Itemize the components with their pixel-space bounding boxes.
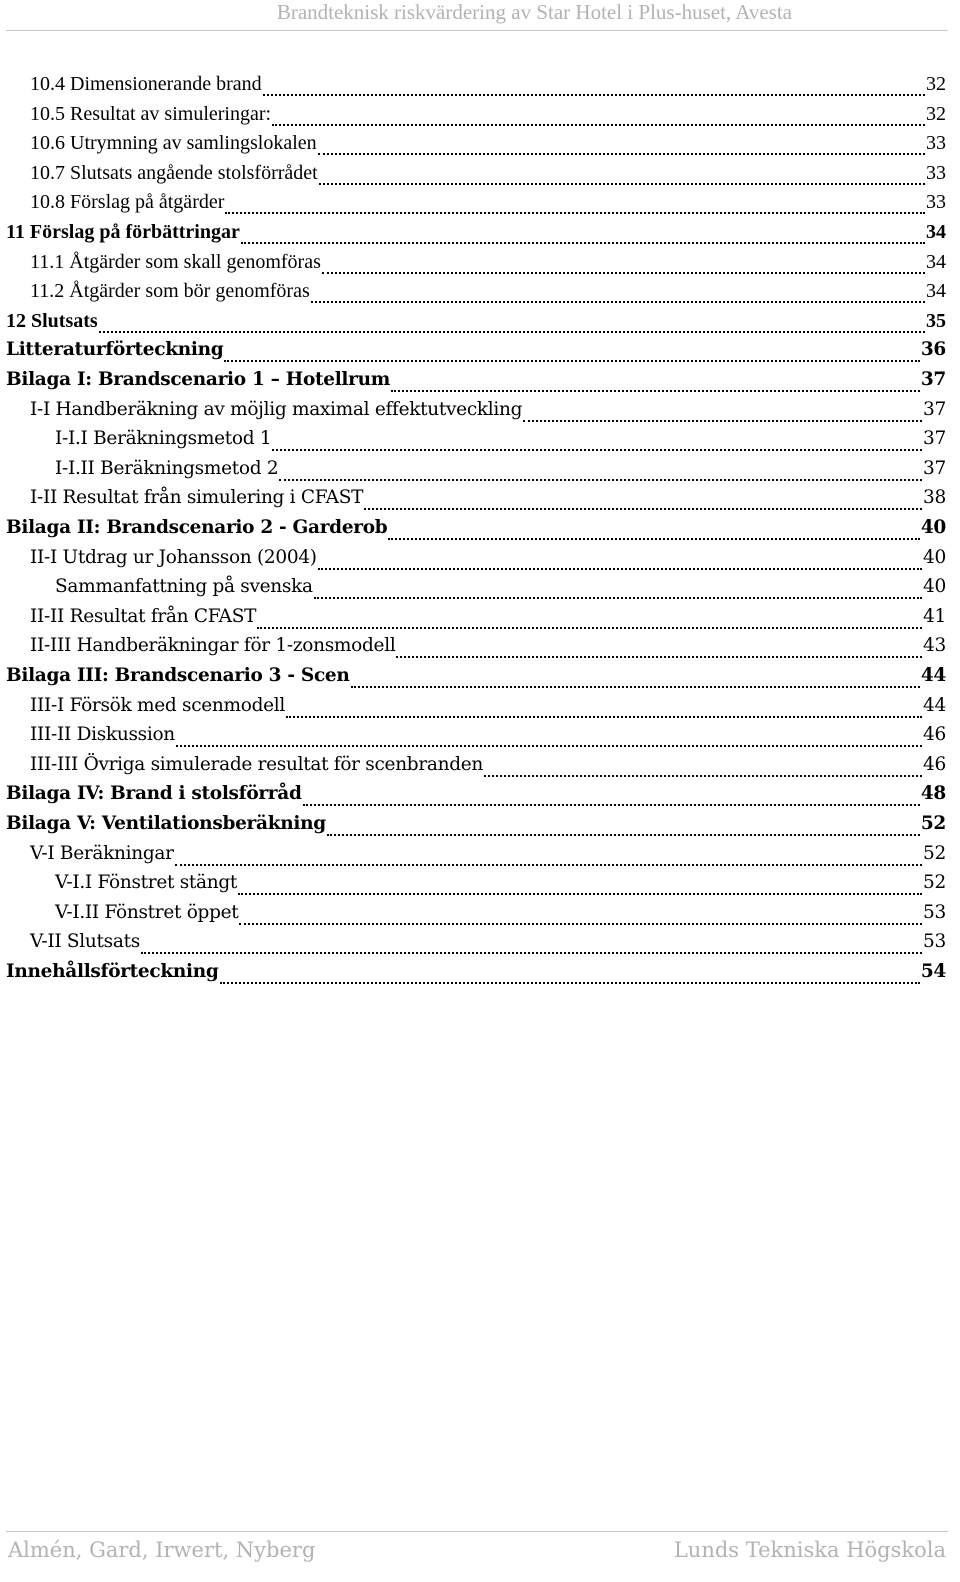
toc-entry[interactable]	[6, 369, 946, 399]
toc-entry-page: 52	[920, 813, 946, 834]
toc-entry-title: I-I Handberäkning av möjlig maximal effektutveckling	[30, 398, 523, 420]
toc-entry[interactable]	[55, 902, 946, 932]
toc-entry-title: III-III Övriga simulerade resultat för scenbranden	[30, 753, 484, 775]
toc-entry[interactable]	[30, 606, 946, 636]
toc-entry[interactable]	[30, 399, 946, 429]
toc-dot-leader	[314, 595, 922, 599]
toc-entry[interactable]	[55, 458, 946, 488]
toc-dot-leader	[318, 566, 922, 570]
footer-institution: Lunds Tekniska Högskola	[673, 1538, 946, 1562]
toc-dot-leader	[364, 506, 922, 510]
toc-dot-leader	[239, 921, 922, 925]
toc-dot-leader	[322, 270, 925, 274]
toc-entry-title: II-III Handberäkningar för 1-zonsmodell	[30, 635, 396, 657]
toc-entry-page: 53	[923, 931, 946, 953]
toc-entry[interactable]	[30, 487, 946, 517]
toc-entry[interactable]	[55, 872, 946, 902]
toc-entry[interactable]	[30, 132, 946, 162]
toc-dot-leader	[257, 625, 922, 629]
toc-entry-page: 53	[923, 901, 946, 923]
toc-entry-title: 10.5 Resultat av simuleringar:	[30, 102, 272, 125]
toc-dot-leader	[523, 418, 922, 422]
toc-entry-page: 34	[926, 250, 946, 273]
toc-entry[interactable]	[6, 339, 946, 369]
toc-entry[interactable]	[6, 517, 946, 547]
toc-dot-leader	[225, 210, 925, 214]
toc-dot-leader	[220, 980, 920, 984]
toc-entry-title: 10.4 Dimensionerande brand	[30, 73, 262, 95]
toc-dot-leader	[396, 654, 922, 658]
toc-dot-leader	[311, 299, 925, 303]
toc-entry-title: Bilaga II: Brandscenario 2 - Garderob	[6, 517, 388, 538]
toc-entry-page: 37	[923, 428, 946, 450]
toc-entry-page: 44	[920, 665, 946, 686]
toc-dot-leader	[99, 329, 925, 333]
toc-entry[interactable]	[30, 754, 946, 784]
toc-entry-page: 37	[923, 457, 946, 479]
toc-entry[interactable]	[30, 73, 946, 103]
toc-entry-page: 48	[920, 783, 946, 805]
toc-entry-page: 52	[923, 872, 946, 894]
toc-entry[interactable]	[55, 576, 946, 606]
toc-entry-title: Bilaga III: Brandscenario 3 - Scen	[6, 665, 350, 686]
toc-entry-title: 10.8 Förslag på åtgärder	[30, 191, 225, 214]
toc-entry-title: Bilaga I: Brandscenario 1 – Hotellrum	[6, 369, 391, 390]
toc-entry-title: I-I.I Beräkningsmetod 1	[55, 428, 272, 450]
toc-entry-title: 10.6 Utrymning av samlingslokalen	[30, 132, 317, 155]
running-footer	[0, 1538, 960, 1572]
toc-dot-leader	[327, 832, 920, 836]
toc-entry-title: III-I Försök med scenmodell	[30, 694, 286, 716]
toc-entry-title: V-II Slutsats	[30, 931, 140, 953]
toc-entry-page: 44	[923, 694, 946, 716]
header-divider	[6, 30, 948, 31]
toc-entry-page: 32	[926, 102, 946, 125]
toc-entry-page: 34	[926, 221, 946, 243]
toc-entry[interactable]	[30, 162, 946, 192]
toc-entry-page: 43	[923, 635, 946, 657]
toc-entry-page: 38	[923, 487, 946, 509]
toc-entry-title: Sammanfattning på svenska	[55, 576, 313, 598]
running-header	[0, 0, 960, 24]
footer-authors: Almén, Gard, Irwert, Nyberg	[8, 1538, 316, 1562]
toc-entry-title: V-I.II Fönstret öppet	[55, 901, 239, 923]
toc-dot-leader	[175, 862, 922, 866]
toc-dot-leader	[141, 950, 922, 954]
toc-entry-title: Bilaga IV: Brand i stolsförråd	[6, 783, 302, 805]
toc-entry[interactable]	[30, 191, 946, 221]
toc-dot-leader	[263, 92, 925, 96]
toc-entry-page: 41	[923, 605, 946, 627]
toc-entry-page: 46	[923, 724, 946, 746]
toc-entry-page: 33	[926, 161, 946, 184]
toc-entry[interactable]	[30, 724, 946, 754]
toc-entry[interactable]	[55, 428, 946, 458]
toc-entry-title: II-II Resultat från CFAST	[30, 605, 257, 627]
toc-entry-page: 37	[923, 398, 946, 420]
toc-dot-leader	[238, 891, 922, 895]
toc-entry-title: 11.1 Åtgärder som skall genomföras	[30, 250, 321, 273]
toc-entry[interactable]	[6, 310, 946, 340]
toc-entry-page: 34	[926, 280, 946, 303]
toc-entry-page: 33	[926, 191, 946, 214]
header-title: Brandteknisk riskvärdering av Star Hotel i Plus-huset, Avesta	[276, 0, 792, 24]
toc-entry[interactable]	[30, 251, 946, 281]
toc-entry[interactable]	[30, 547, 946, 577]
toc-entry-page: 40	[923, 546, 946, 568]
toc-entry-title: 12 Slutsats	[6, 309, 98, 332]
toc-entry[interactable]	[6, 813, 946, 843]
toc-entry-page: 40	[923, 576, 946, 598]
toc-dot-leader	[318, 151, 925, 155]
toc-entry-title: II-I Utdrag ur Johansson (2004)	[30, 546, 317, 568]
toc-dot-leader	[351, 684, 920, 688]
toc-dot-leader	[272, 447, 922, 451]
toc-entry-title: III-II Diskussion	[30, 724, 175, 746]
toc-dot-leader	[391, 388, 920, 392]
toc-entry-page: 52	[923, 842, 946, 864]
footer-divider	[6, 1531, 948, 1532]
toc-dot-leader	[279, 477, 922, 481]
toc-entry-page: 35	[926, 309, 946, 332]
toc-entry-page: 40	[920, 517, 946, 538]
toc-dot-leader	[484, 773, 922, 777]
toc-entry[interactable]	[30, 280, 946, 310]
toc-entry-title: 11 Förslag på förbättringar	[6, 221, 240, 243]
toc-entry-title: V-I Beräkningar	[30, 842, 174, 864]
toc-entry-title: Innehållsförteckning	[6, 961, 219, 982]
toc-dot-leader	[241, 240, 925, 244]
toc-entry[interactable]	[6, 961, 946, 991]
toc-entry[interactable]	[6, 665, 946, 695]
toc-entry-page: 36	[920, 339, 946, 361]
toc-entry[interactable]	[6, 221, 946, 251]
toc-entry[interactable]	[30, 635, 946, 665]
toc-entry-title: I-II Resultat från simulering i CFAST	[30, 487, 364, 509]
toc-entry-page: 54	[920, 961, 946, 982]
toc-dot-leader	[303, 802, 920, 806]
toc-entry-title: Bilaga V: Ventilationsberäkning	[6, 813, 326, 834]
toc-entry-title: Litteraturförteckning	[6, 339, 224, 361]
toc-dot-leader	[272, 122, 925, 126]
toc-entry-title: 10.7 Slutsats angående stolsförrådet	[30, 161, 318, 184]
toc-entry-page: 32	[926, 73, 946, 95]
toc-entry-title: I-I.II Beräkningsmetod 2	[55, 457, 279, 479]
toc-entry[interactable]	[30, 843, 946, 873]
toc-entry-page: 33	[926, 132, 946, 155]
toc-entry-page: 46	[923, 753, 946, 775]
toc-entry-title: 11.2 Åtgärder som bör genomföras	[30, 280, 310, 303]
toc-entry-title: V-I.I Fönstret stängt	[55, 872, 238, 894]
toc-entry[interactable]	[30, 695, 946, 725]
toc-dot-leader	[176, 743, 922, 747]
toc-dot-leader	[224, 358, 919, 362]
toc-entry[interactable]	[6, 783, 946, 813]
toc-dot-leader	[388, 536, 919, 540]
toc-dot-leader	[319, 181, 925, 185]
toc-entry[interactable]	[30, 931, 946, 961]
toc-entry[interactable]	[30, 103, 946, 133]
toc-entry-page: 37	[920, 369, 946, 390]
toc-dot-leader	[286, 714, 922, 718]
